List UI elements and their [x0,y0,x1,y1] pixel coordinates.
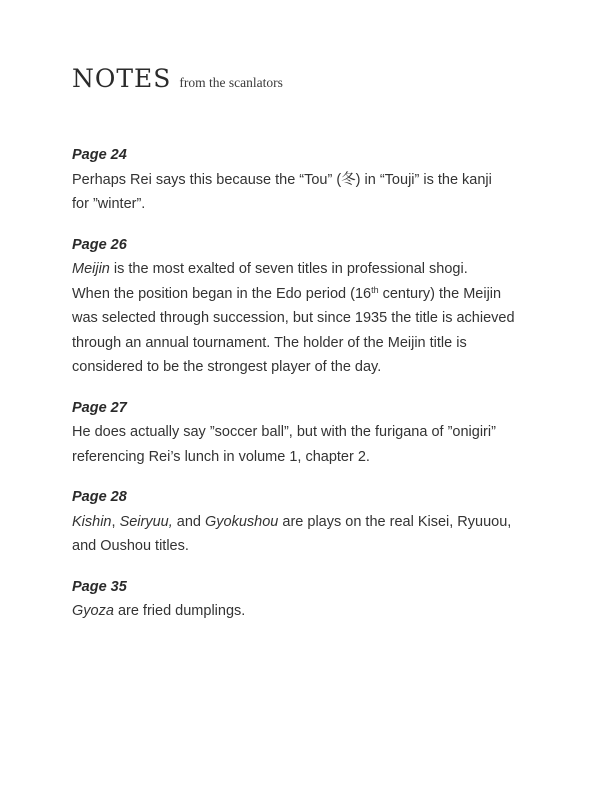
note-text-line: was selected through succession, but since 1935 the title is achieved [72,310,515,326]
note-page-26 [72,233,542,380]
note-term: Seiryuu, [119,513,173,530]
note-term: Gyoza [72,603,114,619]
note-text: are fried dumplings. [113,603,246,619]
page-subtitle: from the scanlators [179,75,283,90]
note-page-label: Page 26 [72,236,127,253]
note-text-line: He does actually say ”soccer ball”, but with the furigana of ”onigiri” [72,424,496,440]
page-header [72,64,283,93]
note-text: When the position began in the Edo period (16 [72,285,372,302]
note-text-line: through an annual tournament. The holder of the Meijin title is [72,334,467,351]
note-text: and [172,513,206,530]
note-text-line: referencing Rei’s lunch in volume 1, chapter 2. [72,448,370,465]
note-term: Gyokushou [205,513,279,530]
note-text-line [72,282,542,307]
page-title: NOTES [72,64,172,93]
note-page-label: Page 35 [72,578,127,595]
note-page-label: Page 28 [72,489,127,505]
note-page-label: Page 24 [72,147,127,163]
note-term: Meijin [72,261,110,277]
note-text-line: considered to be the strongest player of the day. [72,359,382,375]
note-page-28 [72,485,542,559]
note-text-line [72,257,542,282]
note-text: century) the Meijin [378,285,502,302]
note-text-line [72,599,542,624]
note-text: is the most exalted of seven titles in professional shogi. [109,261,468,277]
note-text-line [72,510,542,535]
note-text: , [111,513,120,530]
note-text-line: and Oushou titles. [72,538,189,554]
note-page-27 [72,396,542,470]
notes-list [72,143,542,640]
note-term: Kishin [72,513,112,530]
note-page-35 [72,575,542,624]
ordinal-suffix: th [371,284,379,295]
note-page-24 [72,143,542,217]
note-text: are plays on the real Kisei, Ryuuou, [278,513,512,530]
note-page-label: Page 27 [72,399,127,416]
note-text-line: for ”winter”. [72,196,146,212]
note-text-line: Perhaps Rei says this because the “Tou” (冬) in “Touji” is the kanji [72,171,492,188]
